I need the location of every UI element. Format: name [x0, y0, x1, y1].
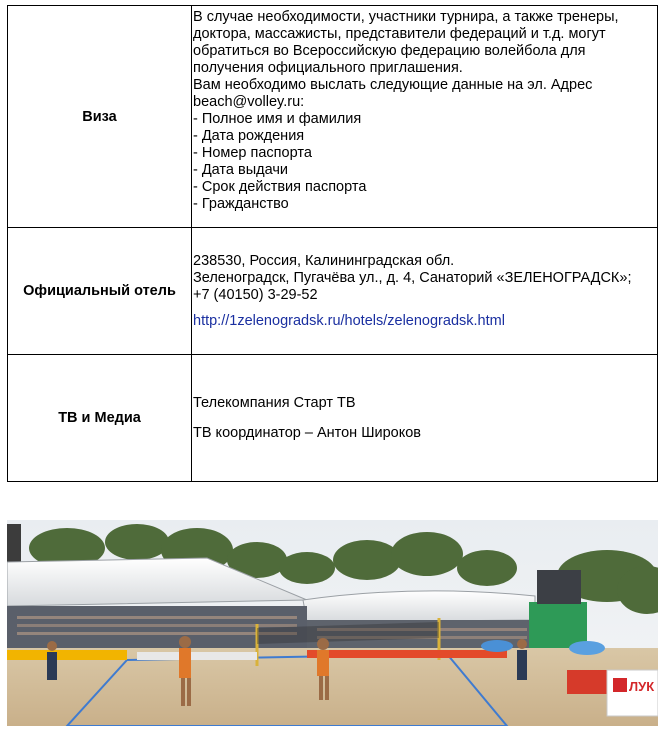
tv-details	[192, 355, 658, 482]
hotel-details	[192, 228, 658, 355]
visa-list-item: - Дата рождения	[193, 128, 305, 144]
visa-label: Виза	[8, 6, 192, 228]
umbrella	[569, 641, 605, 655]
ad-board	[137, 652, 257, 660]
hotel-address-line1: 238530, Россия, Калининградская обл.	[193, 252, 455, 269]
tower-structure	[537, 570, 581, 604]
visa-list-item: - Гражданство	[193, 196, 289, 212]
visa-details	[192, 6, 658, 228]
tv-coordinator: ТВ координатор – Антон Широков	[193, 424, 422, 441]
spacer	[193, 304, 657, 313]
hotel-label: Официальный отель	[8, 228, 192, 355]
visa-list-item: - Номер паспорта	[193, 145, 312, 161]
ad-board	[7, 650, 127, 660]
hotel-row	[8, 228, 658, 355]
spacer	[193, 412, 657, 425]
visa-line: обратиться во Всероссийскую федерацию волейбола для	[193, 43, 586, 59]
visa-row	[8, 6, 658, 228]
right-stand-roof	[303, 591, 535, 622]
hotel-url-link[interactable]: http://1zelenogradsk.ru/hotels/zelenogradsk.html	[193, 312, 505, 329]
arena-illustration	[7, 520, 658, 726]
visa-list-item: - Полное имя и фамилия	[193, 111, 362, 127]
tv-row	[8, 355, 658, 482]
camera-crane	[7, 524, 21, 564]
hotel-phone: +7 (40150) 3-29-52	[193, 286, 318, 303]
info-table	[7, 5, 658, 482]
sponsor-banner-text: ЛУК	[629, 679, 655, 694]
ad-board	[307, 650, 507, 658]
visa-email-line: beach@volley.ru:	[193, 94, 305, 110]
visa-list-item: - Срок действия паспорта	[193, 179, 367, 195]
visa-list-item: - Дата выдачи	[193, 162, 288, 178]
red-inflatable	[567, 670, 607, 694]
visa-line: В случае необходимости, участники турнира, а также тренеры,	[193, 9, 619, 25]
tv-label: ТВ и Медиа	[8, 355, 192, 482]
beach-volleyball-arena-photo	[7, 520, 658, 726]
visa-line: доктора, массажисты, представители федераций и т.д. могут	[193, 26, 606, 42]
hotel-address-line2: Зеленоградск, Пугачёва ул., д. 4, Санаторий «ЗЕЛЕНОГРАДСК»;	[193, 269, 632, 286]
visa-line: получения официального приглашения.	[193, 60, 463, 76]
tv-company: Телекомпания Старт ТВ	[193, 394, 356, 411]
umbrella	[481, 640, 513, 652]
visa-line: Вам необходимо выслать следующие данные на эл. Адрес	[193, 77, 593, 93]
sponsor-logo	[613, 678, 627, 692]
